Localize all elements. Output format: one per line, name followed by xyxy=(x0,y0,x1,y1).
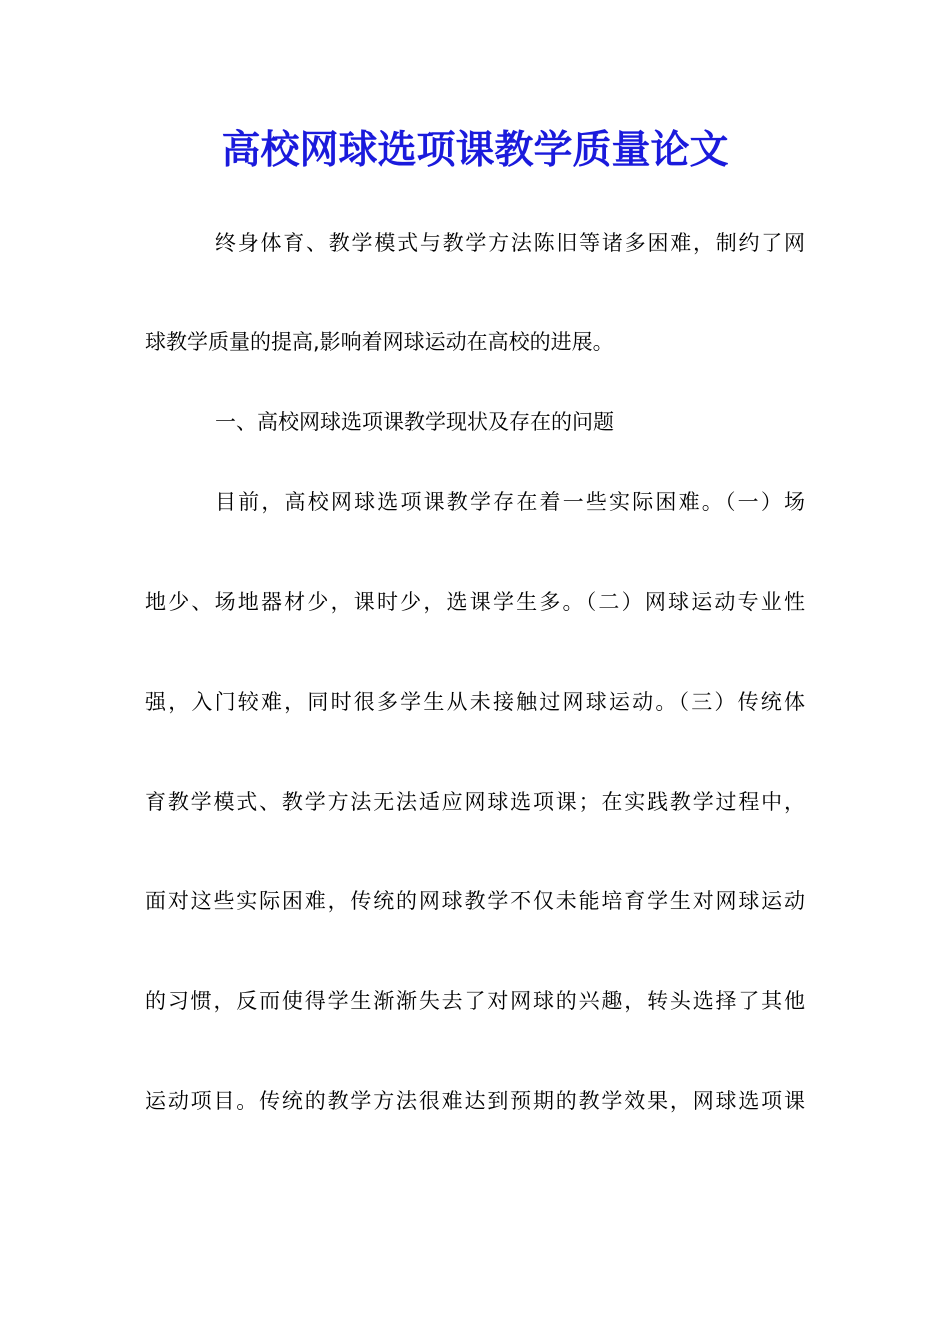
paragraph-2-line-5: 面对这些实际困难，传统的网球教学不仅未能培育学生对网球运动 xyxy=(145,889,805,913)
document-title: 高校网球选项课教学质量论文 xyxy=(221,127,729,173)
section-heading: 一、高校网球选项课教学现状及存在的问题 xyxy=(215,410,614,434)
paragraph-2-line-3: 强，入门较难，同时很多学生从未接触过网球运动。（三）传统体 xyxy=(145,690,805,714)
paragraph-2-line-2: 地少、场地器材少，课时少，选课学生多。（二）网球运动专业性 xyxy=(145,590,805,614)
paragraph-2-line-7: 运动项目。传统的教学方法很难达到预期的教学效果，网球选项课 xyxy=(145,1089,805,1113)
paragraph-1-line-1: 终身体育、教学模式与教学方法陈旧等诸多困难，制约了网 xyxy=(215,231,805,255)
paragraph-1-line-2: 球教学质量的提高,影响着网球运动在高校的进展。 xyxy=(145,330,614,354)
paragraph-2-line-1: 目前，高校网球选项课教学存在着一些实际困难。（一）场 xyxy=(215,490,805,514)
paragraph-2-line-4: 育教学模式、教学方法无法适应网球选项课；在实践教学过程中， xyxy=(145,790,805,814)
paragraph-2-line-6: 的习惯，反而使得学生渐渐失去了对网球的兴趣，转头选择了其他 xyxy=(145,989,805,1013)
